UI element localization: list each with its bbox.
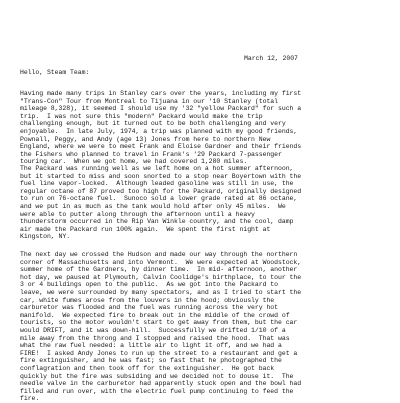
paragraph-line: mile away from the throng and I stopped and raised the hood. That was <box>20 334 290 342</box>
paragraph-line: would DRIFT, and it was down-hill. Successfully we drifted 1/10 of a <box>20 327 286 334</box>
paragraph-line: air made the Packard run 100% again. We spent the first night at <box>20 225 271 233</box>
paragraph-line: the Fishers who planned to travel in Frank's '29 Packard 7-passenger <box>20 150 282 158</box>
paragraph-line: The Packard was running well as we left home on a hot summer afternoon, <box>20 165 294 172</box>
paragraph-line: thunderstorm occurred in the Rip Van Winkle country, and the cool, damp <box>20 218 294 226</box>
paragraph-line: corner of Massachusetts and into Vermont. We were expected at Woodstock, <box>20 258 302 266</box>
paragraph-line: regular octane of 87 proved too high for the Packard, originally designed <box>20 187 302 195</box>
letter-greeting: Hello, Steam Team: <box>20 69 90 76</box>
paragraph-line: conflagration and then took off for the extinguisher. He got back <box>20 365 275 372</box>
paragraph-line: "Trans-Con" Tour from Montreal to Tijuana in our '10 Stanley (total <box>20 97 278 105</box>
paragraph-line: trip. I was not sure this "modern" Packard would make the trip <box>20 112 263 120</box>
paragraph-line: were able to putter along through the afternoon until a heavy <box>20 210 255 218</box>
paragraph-line: Kingston, NY. <box>20 233 71 241</box>
paragraph-line: hot day, we paused at Plymouth, Calvin Coolidge's birthplace, to tour the <box>20 273 302 281</box>
paragraph-line: manifold. We expected fire to break out in the middle of the crowd of <box>20 311 290 319</box>
paragraph-line: leave, we were surrounded by many spectators, and as I tried to start the <box>20 289 302 296</box>
paragraph-line: tourists, so the motor wouldn't start to get away from them, but the car <box>20 319 298 327</box>
paragraph-line: challenging enough, but it turned out to be both challenging and very <box>20 120 286 128</box>
paragraph-line: filled and run over, with the electric fuel pump continuing to feed the <box>20 387 294 395</box>
paragraph-line: fuel line vapor-locked. Although leaded gasoline was still in use, the <box>20 180 294 188</box>
letter-date: March 12, 2007 <box>244 55 298 62</box>
paragraph-line: touring car. When we got home, we had covered 1,280 miles. <box>20 158 248 166</box>
paragraph-line: needle valve in the carburetor had apparently stuck open and the bowl had <box>20 380 302 388</box>
paragraph-line: The next day we crossed the Hudson and made our way through the northern <box>20 251 298 258</box>
paragraph-line: Pownall, Peggy, and Andy (age 13) Jones from here to northern New <box>20 135 271 143</box>
paragraph-line: Having made many trips in Stanley cars over the years, including my first <box>20 90 302 97</box>
paragraph-line: what the raw fuel needed: a little air to light it off, and we had a <box>20 342 282 350</box>
paragraph-line: but it started to miss and soon snorted to a stop near Boyertown with the <box>20 172 302 180</box>
paragraph-line: enjoyable. In late July, 1974, a trip was planned with my good friends, <box>20 128 298 135</box>
paragraph-line: and we put in as much as the tank would hold after only 45 miles. We <box>20 203 286 210</box>
paragraph-line: carburetor was flooded and the fuel was running across the very hot <box>20 304 278 312</box>
paragraph-line: fire. <box>20 395 40 403</box>
paragraph-line: car, white fumes arose from the louvers in the hood; obviously the <box>20 296 275 304</box>
paragraph-line: FIRE! I asked Andy Jones to run up the street to a restaurant and get a <box>20 349 298 357</box>
paragraph-line: England, where we were to meet Frank and Eloise Gardner and their friends <box>20 143 302 151</box>
paragraph-line: 3 or 4 buildings open to the public. As we got into the Packard to <box>20 281 278 289</box>
paragraph-line: summer home of the Gardners, by dinner time. In mid- afternoon, another <box>20 266 298 274</box>
paragraph-line: fire extinguisher, and he was fast; so fast that he photographed the <box>20 357 282 365</box>
paragraph-line: to run on 76-octane fuel. Sunoco sold a lower grade rated at 86 octane, <box>20 195 298 203</box>
paragraph-line: mileage 8,328), it seemed I should use my '32 "yellow Packard" for such a <box>20 105 302 113</box>
paragraph-line: quickly but the fire was subsiding and we decided not to douse it. The <box>20 372 294 380</box>
